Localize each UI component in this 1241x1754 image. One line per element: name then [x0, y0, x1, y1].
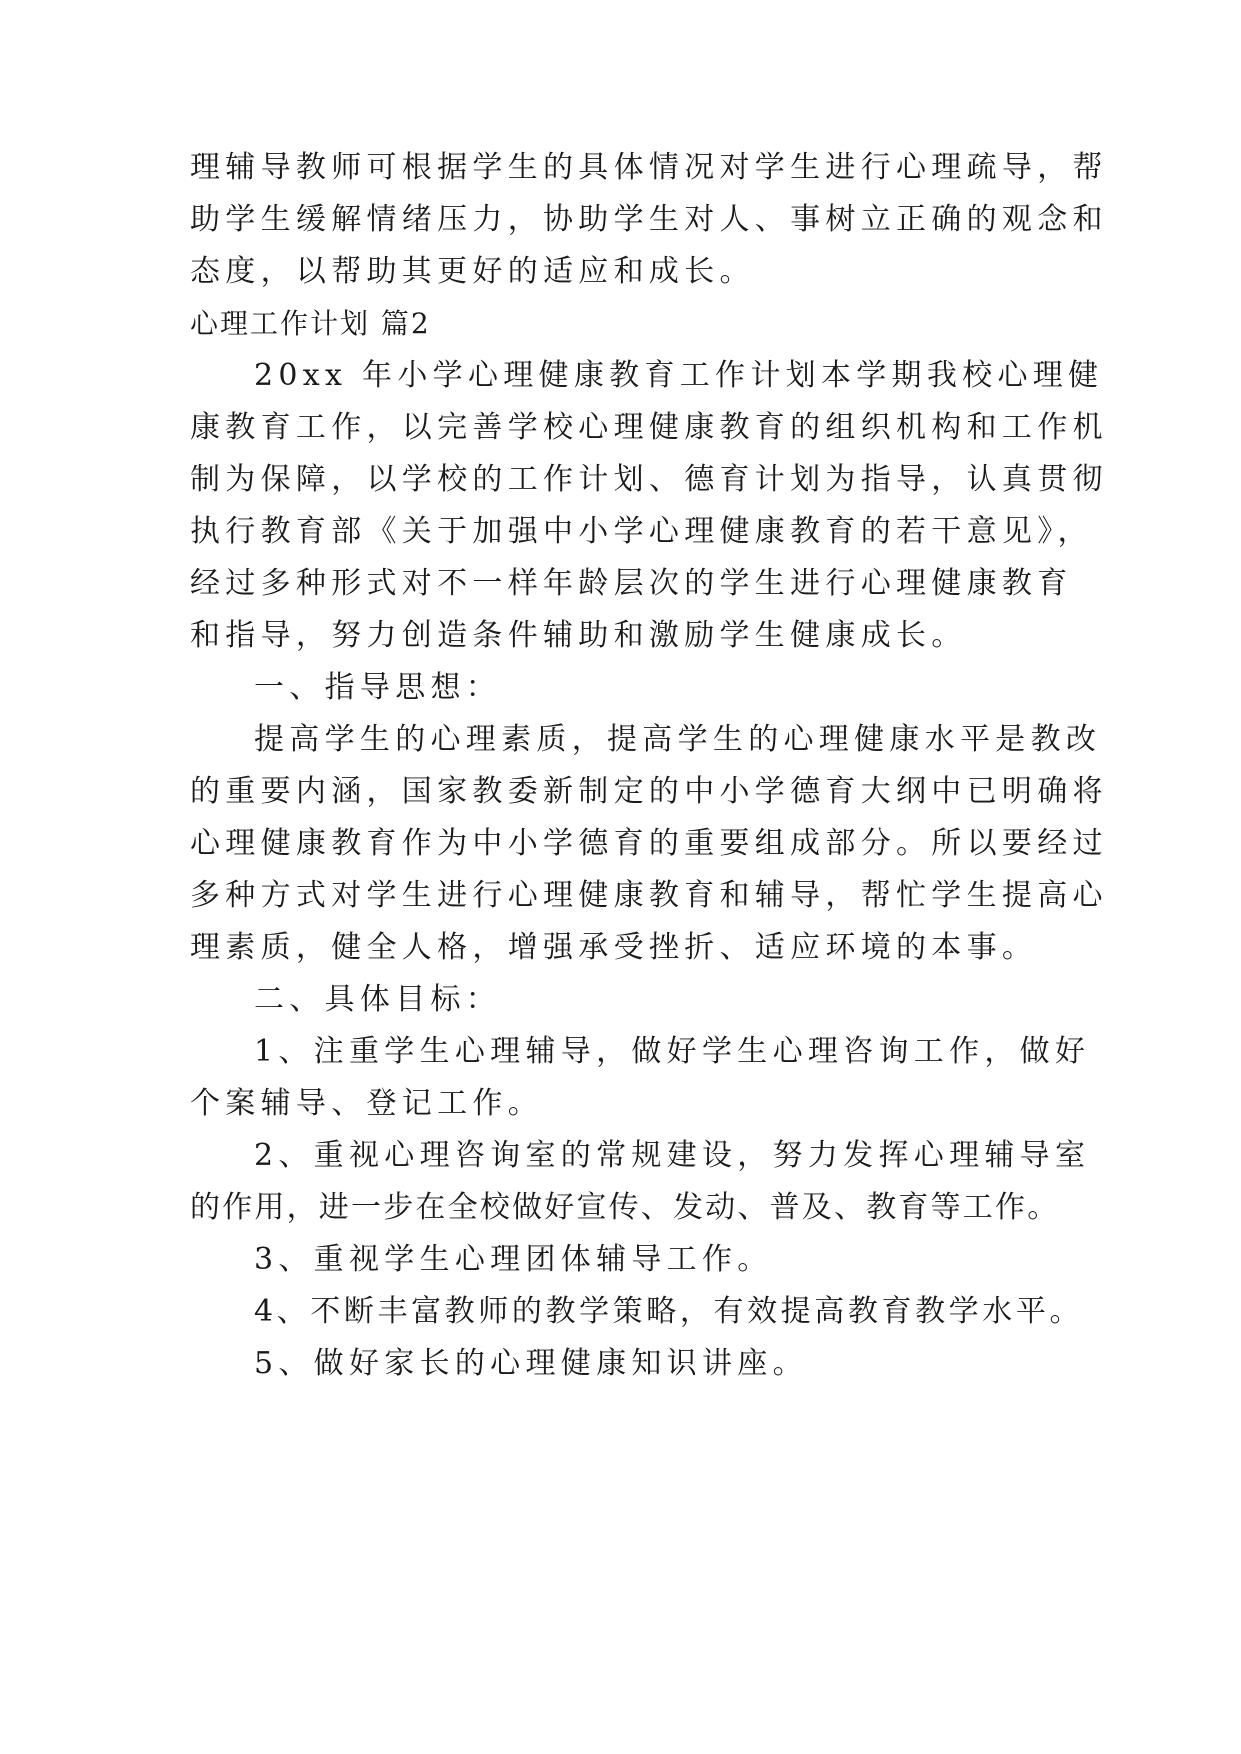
paragraph-line: 执行教育部《关于加强中小学心理健康教育的若干意见》，	[190, 514, 1093, 549]
paragraph-line: 20xx 年小学心理健康教育工作计划本学期我校心理健	[254, 358, 1104, 393]
list-item-continuation: 个案辅导、登记工作。	[190, 1086, 543, 1121]
subheading: 一、指导思想：	[254, 670, 502, 705]
list-item: 1、注重学生心理辅导，做好学生心理咨询工作，做好	[254, 1034, 1091, 1069]
paragraph-line: 制为保障，以学校的工作计划、德育计划为指导，认真贯彻	[190, 462, 1108, 497]
paragraph-line: 理素质，健全人格，增强承受挫折、适应环境的本事。	[190, 930, 1038, 965]
paragraph-line: 心理健康教育作为中小学德育的重要组成部分。所以要经过	[190, 826, 1108, 861]
paragraph-line: 态度，以帮助其更好的适应和成长。	[190, 254, 755, 289]
subheading: 二、具体目标：	[254, 982, 502, 1017]
paragraph-line: 多种方式对学生进行心理健康教育和辅导，帮忙学生提高心	[190, 878, 1108, 913]
list-item: 3、重视学生心理团体辅导工作。	[254, 1242, 773, 1277]
paragraph-line: 康教育工作，以完善学校心理健康教育的组织机构和工作机	[190, 410, 1108, 445]
list-item-continuation: 的作用，进一步在全校做好宣传、发动、普及、教育等工作。	[190, 1190, 1060, 1225]
paragraph-line: 提高学生的心理素质，提高学生的心理健康水平是教改	[254, 722, 1102, 757]
list-item: 5、做好家长的心理健康知识讲座。	[254, 1346, 808, 1381]
paragraph-line: 和指导，努力创造条件辅助和激励学生健康成长。	[190, 618, 967, 653]
paragraph-line: 助学生缓解情绪压力，协助学生对人、事树立正确的观念和	[190, 202, 1108, 237]
list-item: 2、重视心理咨询室的常规建设，努力发挥心理辅导室	[254, 1138, 1091, 1173]
section-heading: 心理工作计划 篇2	[190, 307, 431, 340]
paragraph-line: 理辅导教师可根据学生的具体情况对学生进行心理疏导，帮	[190, 150, 1108, 185]
paragraph-line: 的重要内涵，国家教委新制定的中小学德育大纲中已明确将	[190, 774, 1108, 809]
list-item: 4、不断丰富教师的教学策略，有效提高教育教学水平。	[254, 1294, 1084, 1329]
paragraph-line: 经过多种形式对不一样年龄层次的学生进行心理健康教育	[190, 566, 1073, 601]
